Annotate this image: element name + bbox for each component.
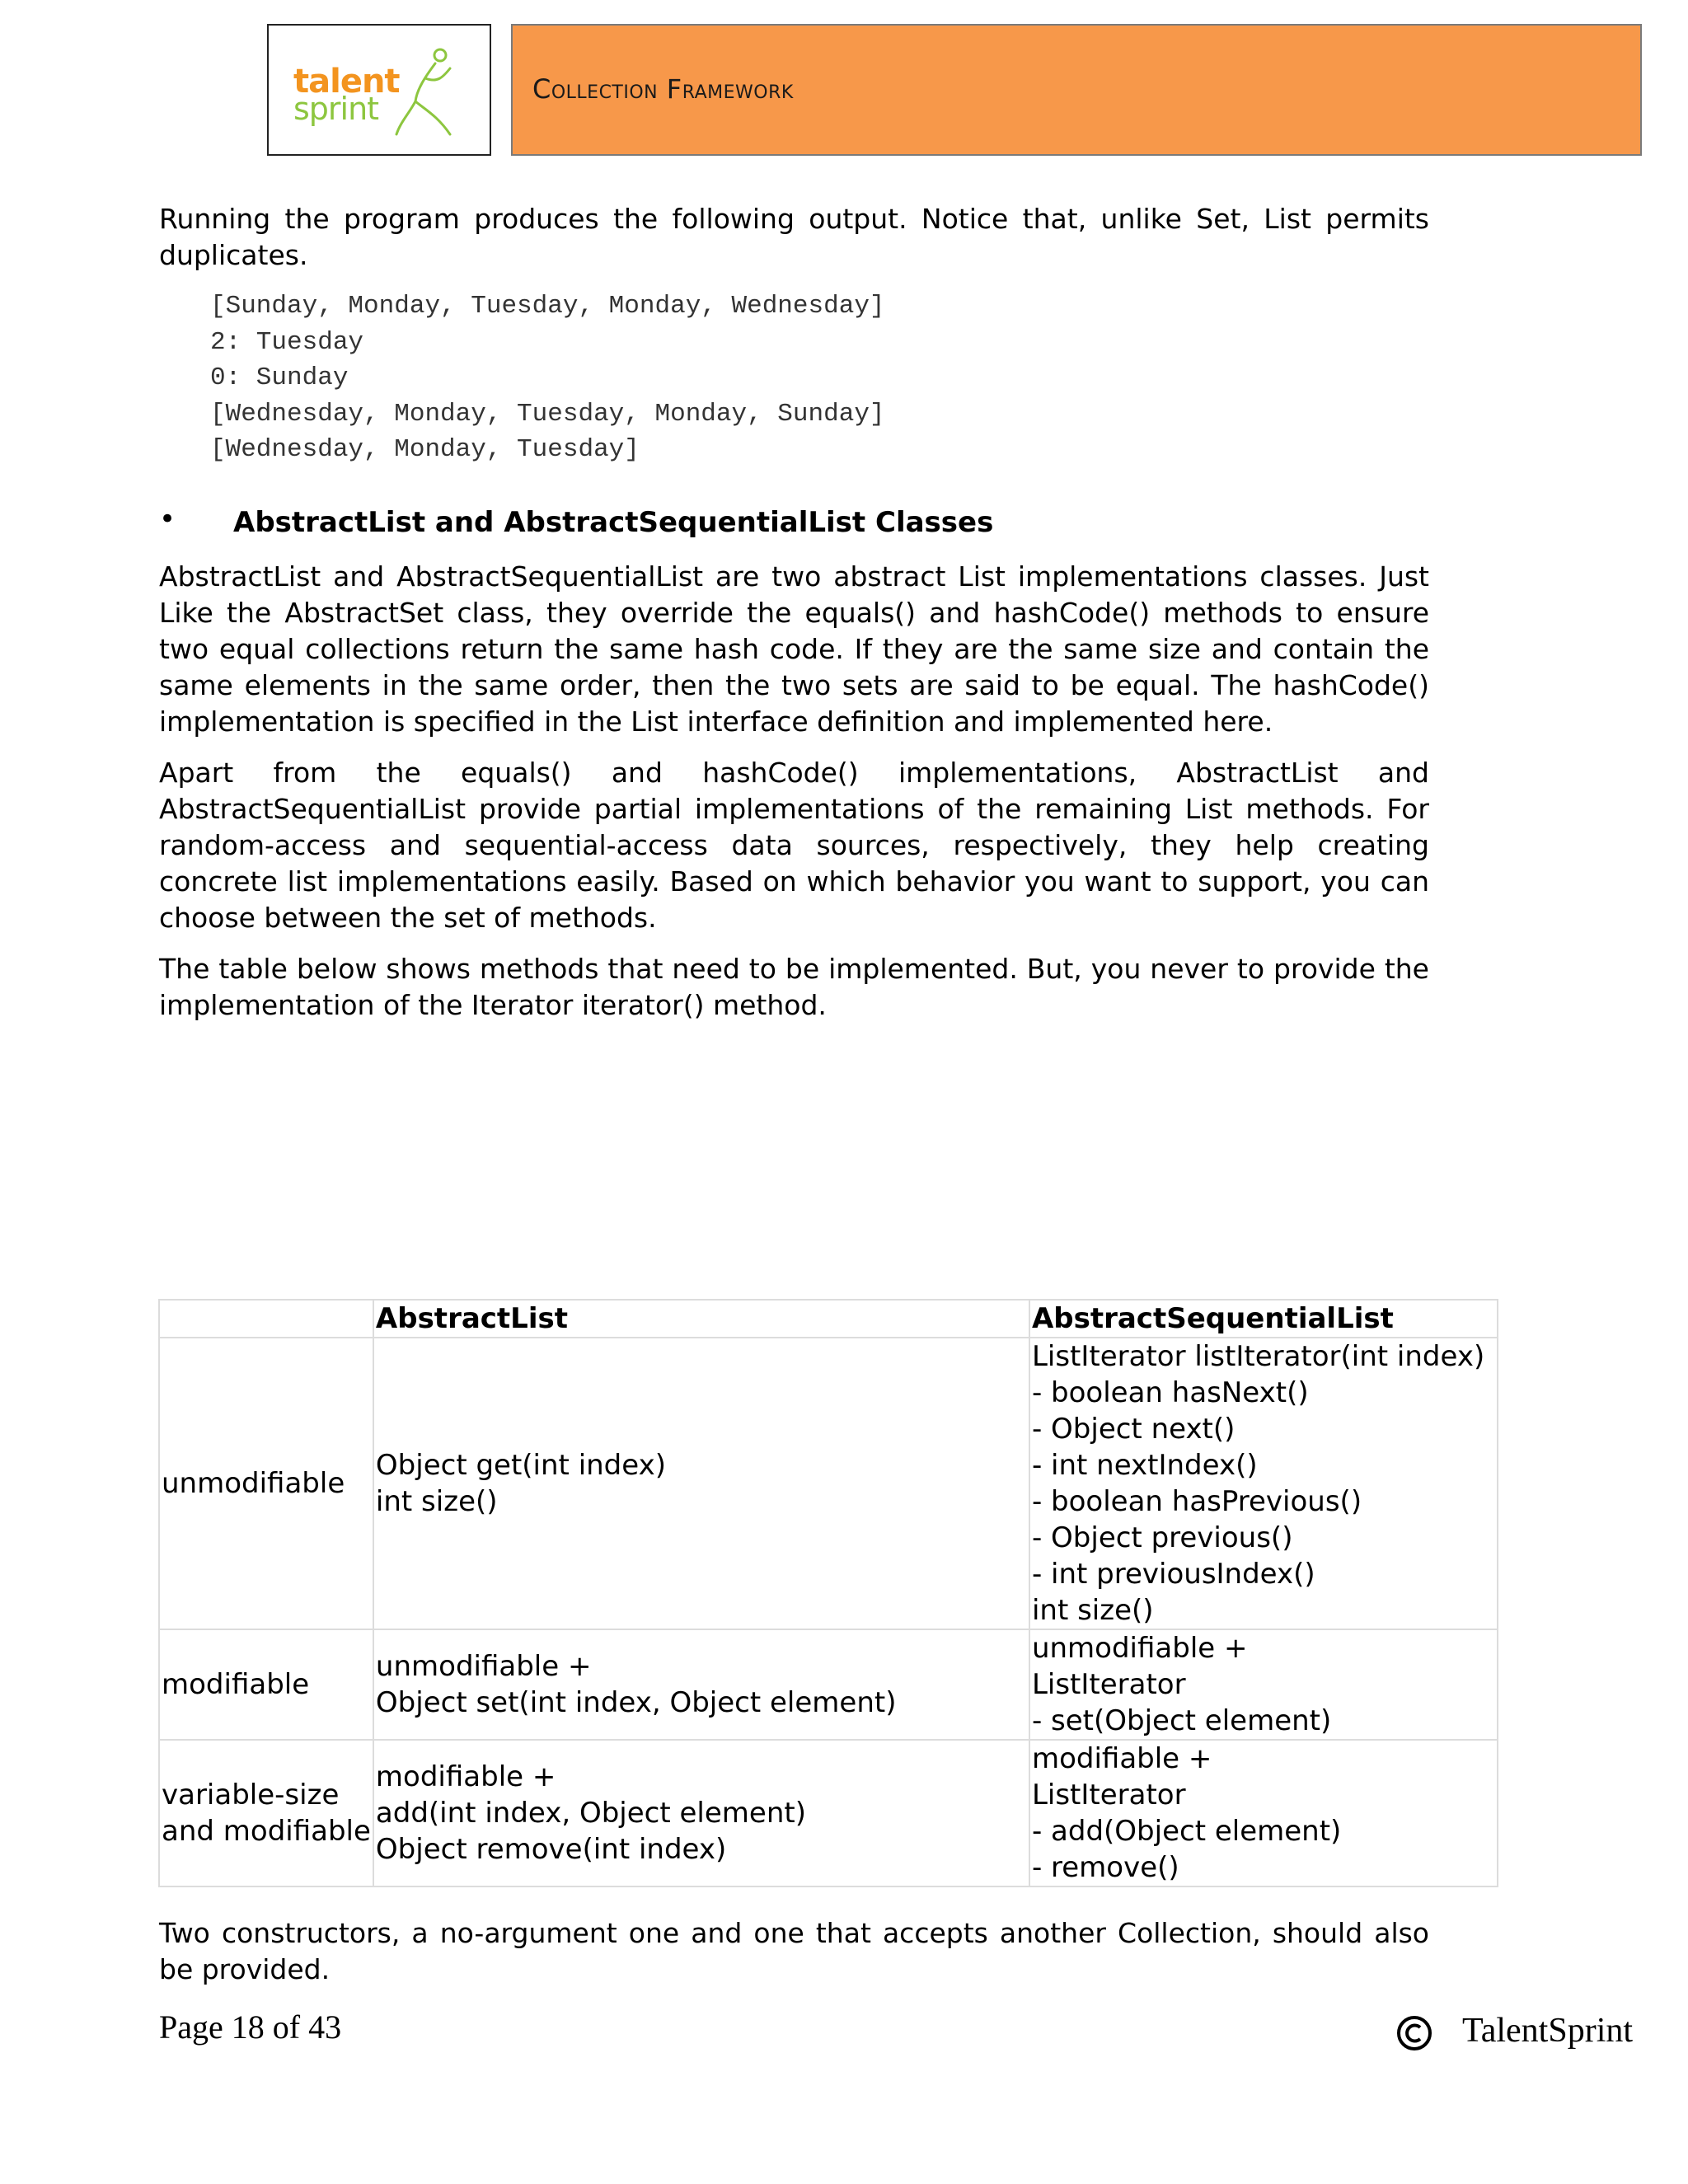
table-header-cell: AbstractList [373, 1300, 1029, 1338]
logo [267, 24, 491, 156]
table-header-row [159, 1300, 1498, 1338]
output-line: 0: Sunday [210, 363, 349, 392]
bullet-icon: • [159, 503, 176, 536]
output-line: 2: Tuesday [210, 328, 364, 357]
row-label: modifiable [159, 1629, 373, 1740]
paragraph: Apart from the equals() and hashCode() implementations, AbstractList and AbstractSequentialList provide partial implementations of the remaining List methods. For random-access and sequential-access data sources, respectively, they help creating concrete list implementations easily. Based on which behavior you want to support, you can choose between the set of methods. [159, 757, 1429, 934]
page-title: Collection Framework [532, 73, 794, 105]
section-heading-text: AbstractList and AbstractSequentialList Classes [233, 506, 994, 539]
logo-text-top: talent [293, 63, 400, 101]
abstract-list-cell: modifiable + add(int index, Object element) Object remove(int index) [373, 1740, 1029, 1886]
runner-figure-icon [392, 44, 467, 143]
footer-copyright [1396, 2011, 1633, 2051]
output-line: [Wednesday, Monday, Tuesday] [210, 435, 640, 464]
output-line: [Wednesday, Monday, Tuesday, Monday, Sunday] [210, 400, 885, 429]
logo-text-bottom: sprint [293, 91, 379, 127]
table-row [159, 1740, 1498, 1886]
copyright-icon [1396, 2015, 1432, 2051]
abstract-list-cell: Object get(int index) int size() [373, 1338, 1029, 1629]
paragraph: AbstractList and AbstractSequentialList are two abstract List implementations classes. Just Like the AbstractSet class, they override the equals() and hashCode() methods to ensure two equal collections return the same hash code. If they are the same size and contain the same elements in the same order, then the two sets are said to be equal. The hashCode() implementation is specified in the List interface definition and implemented here. [159, 560, 1429, 738]
abstract-sequential-list-cell: modifiable + ListIterator - add(Object element) - remove() [1029, 1740, 1498, 1886]
copyright-text: TalentSprint [1462, 2012, 1634, 2050]
table-header-cell [159, 1300, 373, 1338]
paragraph: The table below shows methods that need to be implemented. But, you never to provide the implementation of the Iterator iterator() method. [159, 953, 1429, 1021]
page-number: Page 18 of 43 [159, 2008, 342, 2046]
closing-paragraph: Two constructors, a no-argument one and one that accepts another Collection, should also be provided. [159, 1917, 1429, 1985]
intro-paragraph: Running the program produces the following output. Notice that, unlike Set, List permits duplicates. [159, 203, 1429, 271]
table-header-cell: AbstractSequentialList [1029, 1300, 1498, 1338]
table-row [159, 1629, 1498, 1740]
abstract-sequential-list-cell: unmodifiable + ListIterator - set(Object element) [1029, 1629, 1498, 1740]
row-label: variable-size and modifiable [159, 1740, 373, 1886]
table-row [159, 1338, 1498, 1629]
header-bar [511, 24, 1642, 156]
abstract-list-cell: unmodifiable + Object set(int index, Object element) [373, 1629, 1029, 1740]
output-line: [Sunday, Monday, Tuesday, Monday, Wednesday] [210, 292, 885, 321]
row-label: unmodifiable [159, 1338, 373, 1629]
methods-table [158, 1299, 1498, 1887]
abstract-sequential-list-cell: ListIterator listIterator(int index) - boolean hasNext() - Object next() - int nextIndex() - boolean hasPrevious() - Object previous() - int previousIndex() int size() [1029, 1338, 1498, 1629]
